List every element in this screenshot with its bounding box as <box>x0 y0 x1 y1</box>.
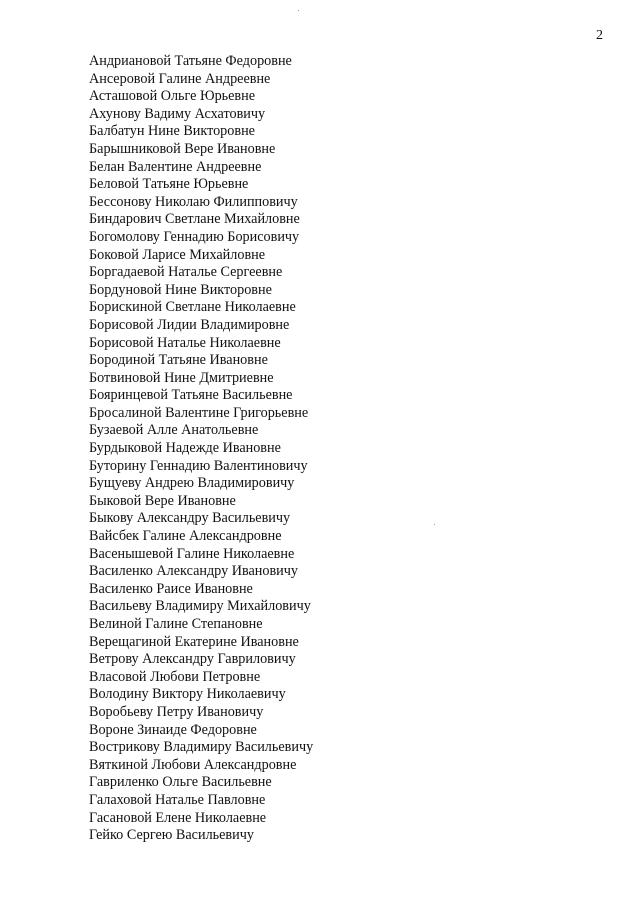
name-entry: Бурдыковой Надежде Ивановне <box>89 440 281 457</box>
names-list <box>89 53 313 845</box>
name-entry: Биндарович Светлане Михайловне <box>89 211 300 228</box>
name-entry: Воробьеву Петру Ивановичу <box>89 703 264 720</box>
name-entry: Беловой Татьяне Юрьевне <box>89 176 249 193</box>
name-entry: Ансеровой Галине Андреевне <box>89 70 271 87</box>
name-entry: Балбатун Нине Викторовне <box>89 123 255 140</box>
name-entry: Быкову Александру Васильевичу <box>89 510 291 527</box>
name-entry: Асташовой Ольге Юрьевне <box>89 88 256 105</box>
name-entry: Вороне Зинаиде Федоровне <box>89 721 257 738</box>
name-entry: Вайсбек Галине Александровне <box>89 528 282 545</box>
name-entry: Бущуеву Андрею Владимировичу <box>89 475 295 492</box>
scan-speck <box>298 10 299 11</box>
name-entry: Бояринцевой Татьяне Васильевне <box>89 387 293 404</box>
name-entry: Борисовой Наталье Николаевне <box>89 334 281 351</box>
name-entry: Бордуновой Нине Викторовне <box>89 281 272 298</box>
name-entry: Верещагиной Екатерине Ивановне <box>89 633 299 650</box>
name-entry: Андриановой Татьяне Федоровне <box>89 53 292 69</box>
name-entry: Богомолову Геннадию Борисовичу <box>89 228 300 245</box>
name-entry: Васенышевой Галине Николаевне <box>89 545 295 562</box>
name-entry: Боргадаевой Наталье Сергеевне <box>89 264 283 281</box>
name-entry: Вяткиной Любови Александровне <box>89 756 297 773</box>
name-entry: Галаховой Наталье Павловне <box>89 791 266 808</box>
name-entry: Гейко Сергею Васильевичу <box>89 827 254 844</box>
name-entry: Власовой Любови Петровне <box>89 668 261 685</box>
name-entry: Василенко Раисе Ивановне <box>89 580 253 597</box>
name-entry: Василенко Александру Ивановичу <box>89 563 298 580</box>
name-entry: Велиной Галине Степановне <box>89 616 263 632</box>
name-entry: Борискиной Светлане Николаевне <box>89 299 296 316</box>
name-entry: Ботвиновой Нине Дмитриевне <box>89 369 274 386</box>
name-entry: Гавриленко Ольге Васильевне <box>89 774 272 791</box>
name-entry: Володину Виктору Николаевичу <box>89 686 286 703</box>
name-entry: Белан Валентине Андреевне <box>89 158 262 175</box>
name-entry: Бузаевой Алле Анатольевне <box>89 422 259 439</box>
name-entry: Борисовой Лидии Владимировне <box>89 316 290 333</box>
name-entry: Буторину Геннадию Валентиновичу <box>89 457 308 474</box>
name-entry: Быковой Вере Ивановне <box>89 492 236 509</box>
name-entry: Бородиной Татьяне Ивановне <box>89 352 268 369</box>
name-entry: Барышниковой Вере Ивановне <box>89 140 276 157</box>
name-entry: Гасановой Елене Николаевне <box>89 809 267 826</box>
page-number: 2 <box>596 28 603 43</box>
name-entry: Ахунову Вадиму Асхатовичу <box>89 105 266 122</box>
name-entry: Ветрову Александру Гавриловичу <box>89 651 296 668</box>
scan-speck <box>434 524 435 525</box>
name-entry: Боковой Ларисе Михайловне <box>89 246 266 263</box>
name-entry: Вострикову Владимиру Васильевичу <box>89 739 314 756</box>
name-entry: Бросалиной Валентине Григорьевне <box>89 404 309 421</box>
name-entry: Бессонову Николаю Филипповичу <box>89 193 298 210</box>
name-entry: Васильеву Владимиру Михайловичу <box>89 598 311 615</box>
